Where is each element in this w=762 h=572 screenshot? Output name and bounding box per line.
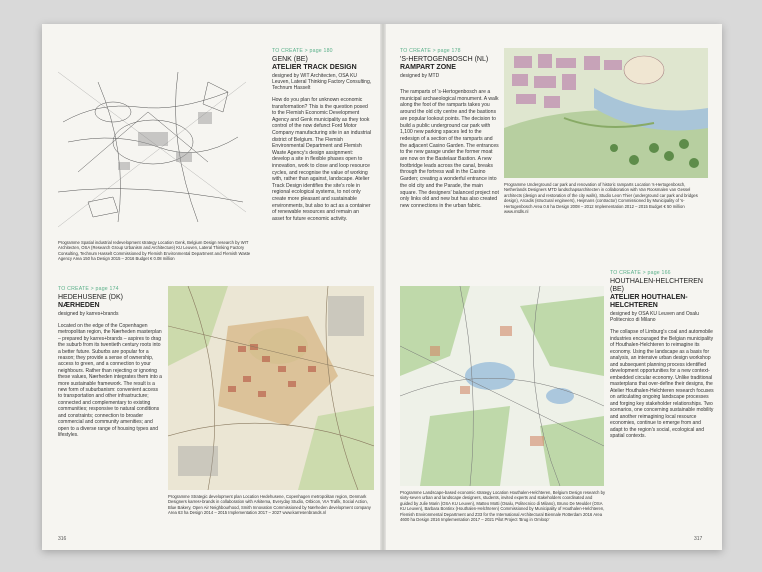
genk-site-sketch [58,52,246,234]
genk-designers: designed by WIT Architecten, OSA KU Leuven, Lateral Thinking Factory Consulting, Technum Hasselt [272,73,372,91]
hedehusene-caption-text: Programme Strategic development plan Location Hedehusene, Copenhagen metropolitan region, Denmark Designers karres+brands in collaboration with Arkitema, Everyday Studio, Orbicon, VIA Trafik, Social Action, Blue Bakery, Open Air Neighbourhood, Smith Innovation Commissioned by Nærheden development company Area 63 ha Design 2014 – 2015 Implementation 2017 – 2027 www.karresenbrands.nl [168,494,371,516]
genk-project-name: ATELIER TRACK DESIGN [272,64,357,71]
hertogenbosch-project-name: RAMPART ZONE [400,64,456,71]
genk-caption-text: Programme Spatial industrial redevelopment strategy Location Genk, Belgium Design research by WIT Architecten, OSA (Research Group Urbanism and Architecture) KU Leuven, Lateral Thinking Factory Consulting, Technum Hasselt Commissioned by Flemish Environmental Department and Flemish Waste Agency Area 150 ha Design 2015 – 2016 Budget € 0.08 million [58,240,251,262]
left-page-number: 316 [58,536,67,542]
hedehusene-article [58,286,162,438]
hedehusene-caption [168,494,374,516]
houthalen-project-name: ATELIER HOUTHALEN-HELCHTEREN [610,294,688,309]
genk-article [272,48,372,222]
genk-city: GENK (BE) [272,56,308,63]
hertogenbosch-article [400,48,500,210]
hertogenbosch-designers: designed by MTD [400,73,440,79]
hertogenbosch-page-link[interactable]: TO CREATE > page 178 [400,48,461,54]
houthalen-body: The collapse of Limburg's coal and automobile industries encouraged the Belgian municipality of Houthalen-Helchteren to reimagine its economy. Using the landscape as a basis for analysis, an intensive urban design workshop and subsequent planning process identified development opportunities for a new context-embedded circular economy. Unlike traditional masterplans that over-define their designs, the Atelier Houthalen-Helchteren research focuses on articulating ongoing landscape processes and forging key stakeholder relationships. Two scenarios, one concerning sustainable mobility and another reimagining local resource economies, continue to emerge from and adapt to the region's social, ecological and spatial contexts. [610,329,714,439]
hedehusene-body: Located on the edge of the Copenhagen metropolitan region, the Nærheden masterplan – prepared by karres+brands – aspires to drag the suburb from its twentieth century roots into a better future. Suburbs are popular for a reason; they provide a sense of ownership, access to green, and a connection to your neighbours. Rather than rejecting or ignoring these values, Nærheden integrates them into a more sustainable framework. The result is a new form of suburbanism: convenient access to transportation and other infrastructure; connected and complementary to existing communities; responsive to natural conditions and constraints; connection to broader commercial and community amenities; and open to a diverse range of housing types and lifestyles. [58,323,162,438]
hedehusene-city: HEDEHUSENE (DK) [58,294,123,301]
genk-caption [58,240,256,262]
hertogenbosch-body: The ramparts of 's-Hertogenbosch are a municipal archaeological monument. A walk along the foot of the ramparts takes you around the old city centre and the bastions are popular lookout points. The decision to build a public underground car park with 1,100 new parking spaces led to the redesign of a section of the ramparts and the adjacent Casino Garden. The entrances to the new garage under the former moat are now on the Bastelaar Bastion. A new footbridge leads across the canal, breaks through the fortress wall in the Casino Garden; creating a wonderful entrance into the old city and the Parade, the main square. The designers' balanced project not only links old and new but has also created new connections in the urban fabric. [400,89,499,209]
houthalen-caption [400,490,606,522]
hertogenbosch-caption [504,182,708,214]
houthalen-article [610,270,714,440]
houthalen-landscape-map [400,286,604,486]
right-page-number: 317 [694,536,703,542]
hertogenbosch-caption-text: Programme Underground car park and renovation of historic ramparts Location 's-Hertogenbosch, Netherlands Designers MTD landschapsarchitecten in collaboration with Van Roosmalen van Gessel architects (design and restoration of the city walls), Studio Leon Thier (underground car park and bridges design), Arcadis (structural engineers), Heijmans (contractor) Commissioned by Municipality of 's-Hertogenbosch Area 0.6 ha Design 2008 – 2012 Implementation 2012 – 2015 Budget € 50 million www.mtdls.nl [504,182,698,215]
hedehusene-page-link[interactable]: TO CREATE > page 174 [58,286,119,292]
hertogenbosch-city: 'S-HERTOGENBOSCH (NL) [400,56,489,63]
houthalen-caption-text: Programme Landscape-based economic strategy Location Houthalen-Helchteren, Belgium Design research by sixty-seven urban and landscape designers, students, invited experts and stakeholders coordinated and guided by Julie Marin (OSA KU Leuven), Matteo Motti (Osalu, Politecnico di Milano), Bruno De Meulder (OSA KU Leuven), Barbara Bontinx (Houthalen-Helchteren) Commissioned by Municipality of Houthalen-Helchteren, Flemish Environmental Department and Z33 for the International Architectural Biennale Rotterdam 2016 Area 4600 ha Design 2016 Implementation 2017 – 2021 Pilot Project 'Brug in Omloop' [400,490,606,523]
genk-page-link[interactable]: TO CREATE > page 180 [272,48,333,54]
magazine-spread [42,24,722,550]
hedehusene-project-name: NÆRHEDEN [58,302,100,309]
genk-body: How do you plan for unknown economic transformation? This is the question posed to the Flemish Economic Development Agency and Genk municipality as they took control of the now defunct Ford Motor Company manufacturing site in an industrial district of Belgium. The Flemish Environmental Department and Flemish Waste Agency's design assignment: develop a site in flexible phases open to innovation, work to close and loop resource cycles, and recognise the value of working with, rather than against, landscape. Atelier Track Design identifies the site's role in regional ecological systems, to not only create more pleasant and sustainable environments, but also to act as a container of renewable resources and remain an asset for future economic activity. [272,97,372,222]
houthalen-designers: designed by OSA KU Leuven and Osalu Politecnico di Milano [610,311,699,323]
page-gutter [380,24,386,550]
naerheden-masterplan-map [168,286,374,490]
rampart-zone-plan [504,48,708,178]
houthalen-page-link[interactable]: TO CREATE > page 166 [610,270,671,276]
houthalen-city: HOUTHALEN-HELCHTEREN (BE) [610,278,703,293]
hedehusene-designers: designed by karres+brands [58,311,119,317]
